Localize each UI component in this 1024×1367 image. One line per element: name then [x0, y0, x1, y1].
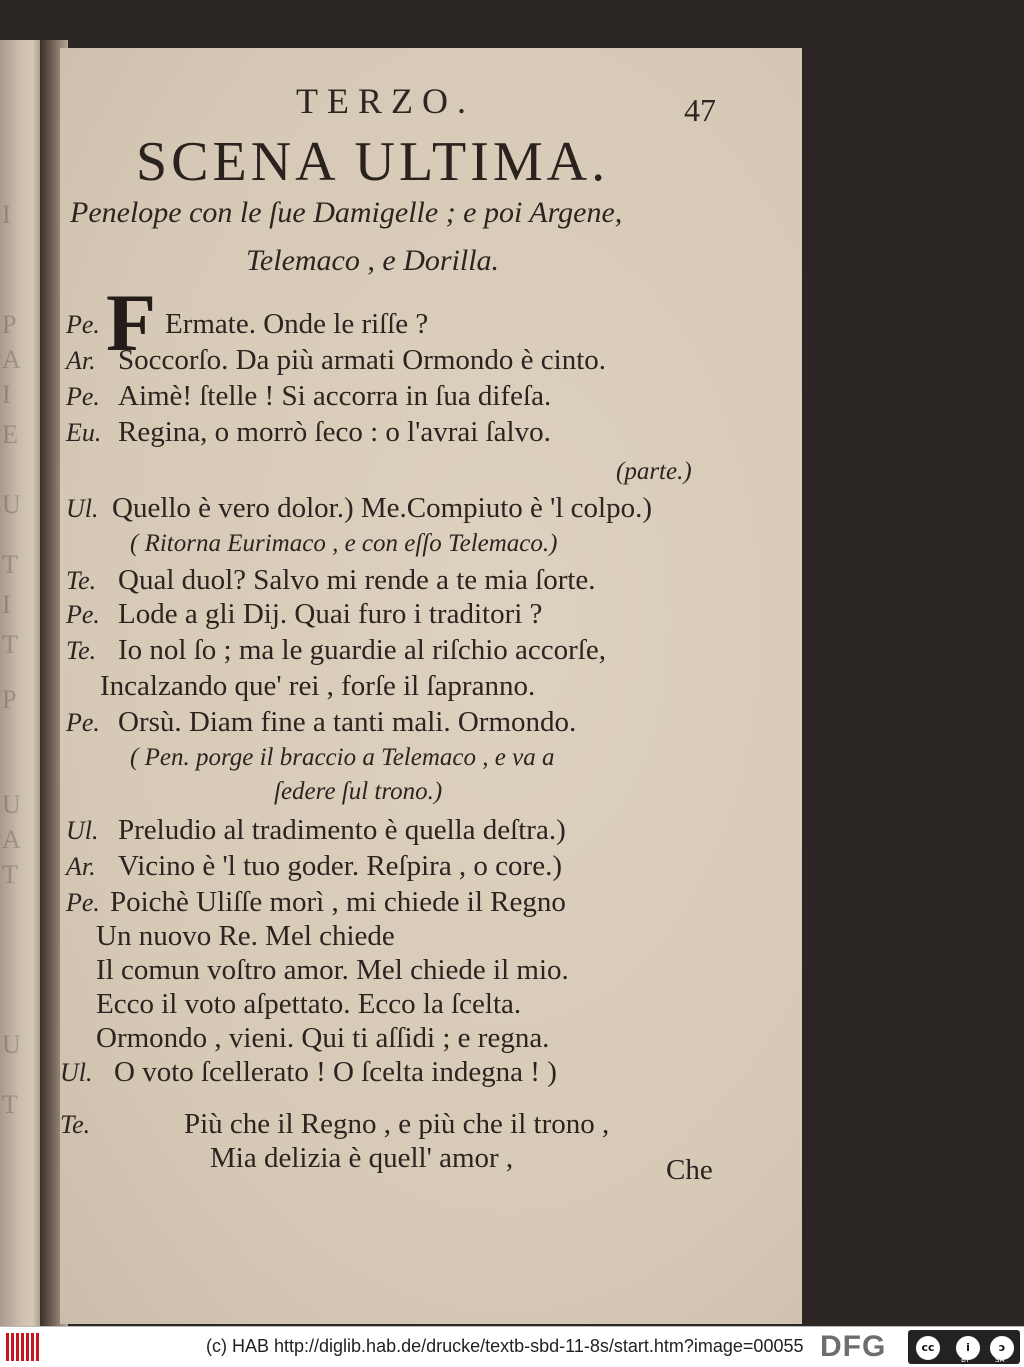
scene-title: SCENA ULTIMA. — [136, 131, 610, 193]
dialogue-line: Orsù. Diam fine a tanti mali. Ormondo. — [118, 706, 577, 738]
speaker-label: Ul. — [66, 816, 99, 845]
speaker-label: Te. — [66, 636, 97, 665]
by-icon: i — [954, 1334, 982, 1362]
book-page — [60, 48, 802, 1324]
speaker-label: Pe. — [66, 600, 100, 629]
dialogue-line: Io nol ſo ; ma le guardie al riſchio accorſe, — [118, 634, 606, 666]
dfg-logo: DFG — [820, 1330, 887, 1363]
stage-direction: ( Ritorna Eurimaco , e con eſſo Telemaco.) — [130, 530, 558, 557]
page-number: 47 — [684, 92, 716, 128]
dialogue-line: Più che il Regno , e più che il trono , — [184, 1108, 610, 1140]
speaker-label: Pe. — [66, 888, 100, 917]
dialogue-line: Incalzando que' rei , forſe il ſapranno. — [100, 670, 536, 702]
cc-license-badge[interactable] — [908, 1330, 1020, 1364]
dialogue-line: Ecco il voto aſpettato. Ecco la ſcelta. — [96, 988, 522, 1020]
scene-heading-line-1: Penelope con le ſue Damigelle ; e poi Argene, — [70, 196, 623, 229]
speaker-label: Pe. — [66, 382, 100, 411]
speaker-label: Pe. — [66, 708, 100, 737]
dialogue-line: Vicino è 'l tuo goder. Reſpira , o core.) — [118, 850, 562, 882]
dialogue-line: Ermate. Onde le riſſe ? — [165, 308, 429, 340]
speaker-label: Ul. — [66, 494, 99, 523]
speaker-label: Pe. — [66, 310, 100, 339]
dialogue-line: O voto ſcellerato ! O ſcelta indegna ! ) — [114, 1056, 557, 1088]
footer-bar — [0, 1326, 1024, 1367]
speaker-label: Ar. — [66, 346, 96, 375]
stage-direction: ( Pen. porge il braccio a Telemaco , e va a — [130, 744, 555, 771]
speaker-label: Ar. — [66, 852, 96, 881]
by-label: BY — [961, 1356, 970, 1364]
hab-logo-icon — [6, 1333, 40, 1361]
running-head: TERZO. — [296, 81, 475, 121]
sa-icon: ↄ — [988, 1334, 1016, 1362]
dialogue-line: Regina, o morrò ſeco : o l'avrai ſalvo. — [118, 416, 551, 448]
dialogue-line: Preludio al tradimento è quella deſtra.) — [118, 814, 566, 846]
dialogue-line: Qual duol? Salvo mi rende a te mia ſorte. — [118, 564, 596, 596]
dialogue-line: Mia delizia è quell' amor , — [210, 1142, 514, 1174]
dialogue-line: Il comun voſtro amor. Mel chiede il mio. — [96, 954, 569, 986]
drop-cap-initial: F — [106, 277, 157, 368]
dialogue-line: Soccorſo. Da più armati Ormondo è cinto. — [118, 344, 607, 376]
speaker-label: Eu. — [66, 418, 102, 447]
catchword: Che — [666, 1154, 713, 1186]
sa-label: SA — [995, 1356, 1005, 1364]
speaker-label: Te. — [66, 566, 97, 595]
dialogue-line: Poichè Uliſſe morì , mi chiede il Regno — [110, 886, 566, 918]
dialogue-line: Aimè! ſtelle ! Si accorra in ſua difeſa. — [118, 380, 552, 412]
speaker-label: Te. — [60, 1110, 91, 1139]
dialogue-line: Ormondo , vieni. Qui ti aſſidi ; e regna. — [96, 1022, 550, 1054]
stage-direction: (parte.) — [616, 458, 692, 485]
dialogue-line: Un nuovo Re. Mel chiede — [96, 920, 395, 952]
stage-direction: ſedere ſul trono.) — [274, 778, 443, 805]
dialogue-line: Quello è vero dolor.) Me.Compiuto è 'l colpo.) — [112, 492, 653, 524]
speaker-label: Ul. — [60, 1058, 93, 1087]
cc-icon: cc — [914, 1334, 942, 1362]
scene-heading-line-2: Telemaco , e Dorilla. — [246, 244, 500, 277]
copyright-link[interactable]: (c) HAB http://diglib.hab.de/drucke/textb-sbd-11-8s/start.htm?image=00055 — [206, 1336, 804, 1356]
previous-page-edge: I P A I E U T I T P U A T U T — [0, 40, 46, 1326]
dialogue-line: Lode a gli Dij. Quai furo i traditori ? — [118, 598, 543, 630]
